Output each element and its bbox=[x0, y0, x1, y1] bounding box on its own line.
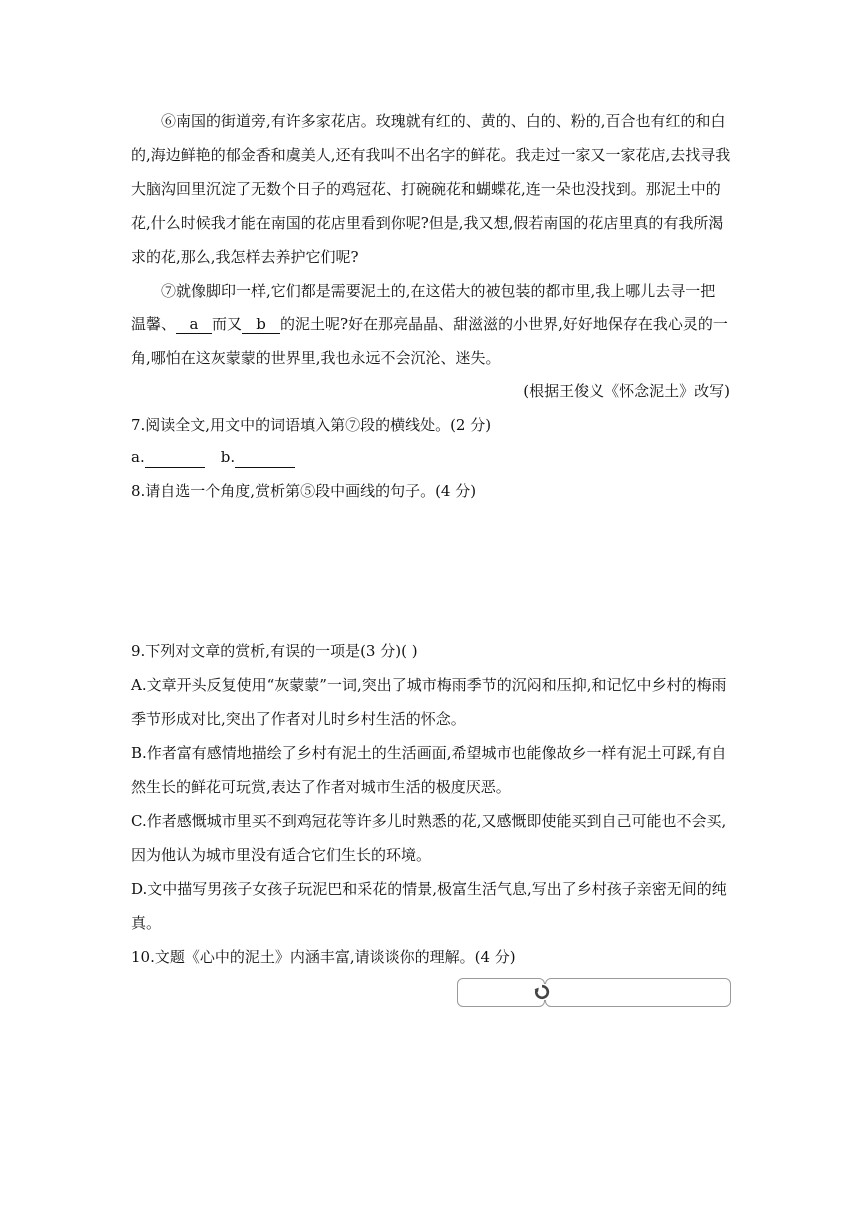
question-7-answers bbox=[131, 446, 731, 468]
question-8: 8.请自选一个角度,赏析第⑤段中画线的句子。(4 分) bbox=[131, 482, 477, 500]
option-c-line-1: C.作者感慨城市里买不到鸡冠花等许多儿时熟悉的花,又感慨即使能买到自己可能也不会买, bbox=[131, 812, 727, 830]
para6-line-5: 求的花,那么,我怎样去养护它们呢? bbox=[131, 248, 359, 266]
widget-left-panel[interactable] bbox=[457, 978, 545, 1007]
question-10: 10.文题《心中的泥土》内涵丰富,请谈谈你的理解。(4 分) bbox=[131, 948, 516, 966]
para7-line-3: 角,哪怕在这灰蒙蒙的世界里,我也永远不会沉沦、迷失。 bbox=[131, 349, 501, 367]
answer-a-blank bbox=[145, 451, 205, 468]
blank-b: b bbox=[242, 315, 280, 334]
option-d-line-1: D.文中描写男孩子女孩子玩泥巴和采花的情景,极富生活气息,写出了乡村孩子亲密无间的纯 bbox=[131, 880, 727, 898]
refresh-icon[interactable] bbox=[533, 983, 551, 1001]
option-a-line-2: 季节形成对比,突出了作者对儿时乡村生活的怀念。 bbox=[131, 710, 466, 728]
source-citation: (根据王俊义《怀念泥土》改写) bbox=[523, 382, 730, 400]
option-d-line-2: 真。 bbox=[131, 914, 162, 932]
para6-line-4: 花,什么时候我才能在南国的花店里看到你呢?但是,我又想,假若南国的花店里真的有我所渴 bbox=[131, 214, 724, 232]
option-b-line-2: 然生长的鲜花可玩赏,表达了作者对城市生活的极度厌恶。 bbox=[131, 778, 511, 796]
refresh-widget[interactable] bbox=[457, 978, 731, 1007]
blank-a: a bbox=[176, 315, 212, 334]
answer-b-label: b. bbox=[220, 448, 236, 466]
widget-right-panel[interactable] bbox=[545, 978, 731, 1007]
para7-line-1: ⑦就像脚印一样,它们都是需要泥土的,在这偌大的被包装的都市里,我上哪儿去寻一把 bbox=[161, 282, 716, 300]
para6-line-2: 的,海边鲜艳的郁金香和虞美人,还有我叫不出名字的鲜花。我走过一家又一家花店,去找寻我 bbox=[131, 146, 731, 164]
question-7: 7.阅读全文,用文中的词语填入第⑦段的横线处。(2 分) bbox=[131, 416, 492, 434]
option-b-line-1: B.作者富有感情地描绘了乡村有泥土的生活画面,希望城市也能像故乡一样有泥土可踩,有自 bbox=[131, 744, 727, 762]
para6-line-3: 大脑沟回里沉淀了无数个日子的鸡冠花、打碗碗花和蝴蝶花,连一朵也没找到。那泥土中的 bbox=[131, 180, 721, 198]
question-9: 9.下列对文章的赏析,有误的一项是(3 分)( ) bbox=[131, 642, 418, 660]
para7-line-2 bbox=[131, 313, 731, 335]
option-a-line-1: A.文章开头反复使用“灰蒙蒙”一词,突出了城市梅雨季节的沉闷和压抑,和记忆中乡村的梅雨 bbox=[131, 676, 727, 694]
para7-post: 的泥土呢?好在那亮晶晶、甜滋滋的小世界,好好地保存在我心灵的一 bbox=[280, 315, 728, 333]
answer-a-label: a. bbox=[131, 448, 145, 466]
para7-mid: 而又 bbox=[212, 315, 243, 333]
para6-line-1: ⑥南国的街道旁,有许多家花店。玫瑰就有红的、黄的、白的、粉的,百合也有红的和白 bbox=[161, 112, 726, 130]
option-c-line-2: 因为他认为城市里没有适合它们生长的环境。 bbox=[131, 846, 432, 864]
answer-b-blank bbox=[235, 451, 295, 468]
para7-pre: 温馨、 bbox=[131, 315, 177, 333]
